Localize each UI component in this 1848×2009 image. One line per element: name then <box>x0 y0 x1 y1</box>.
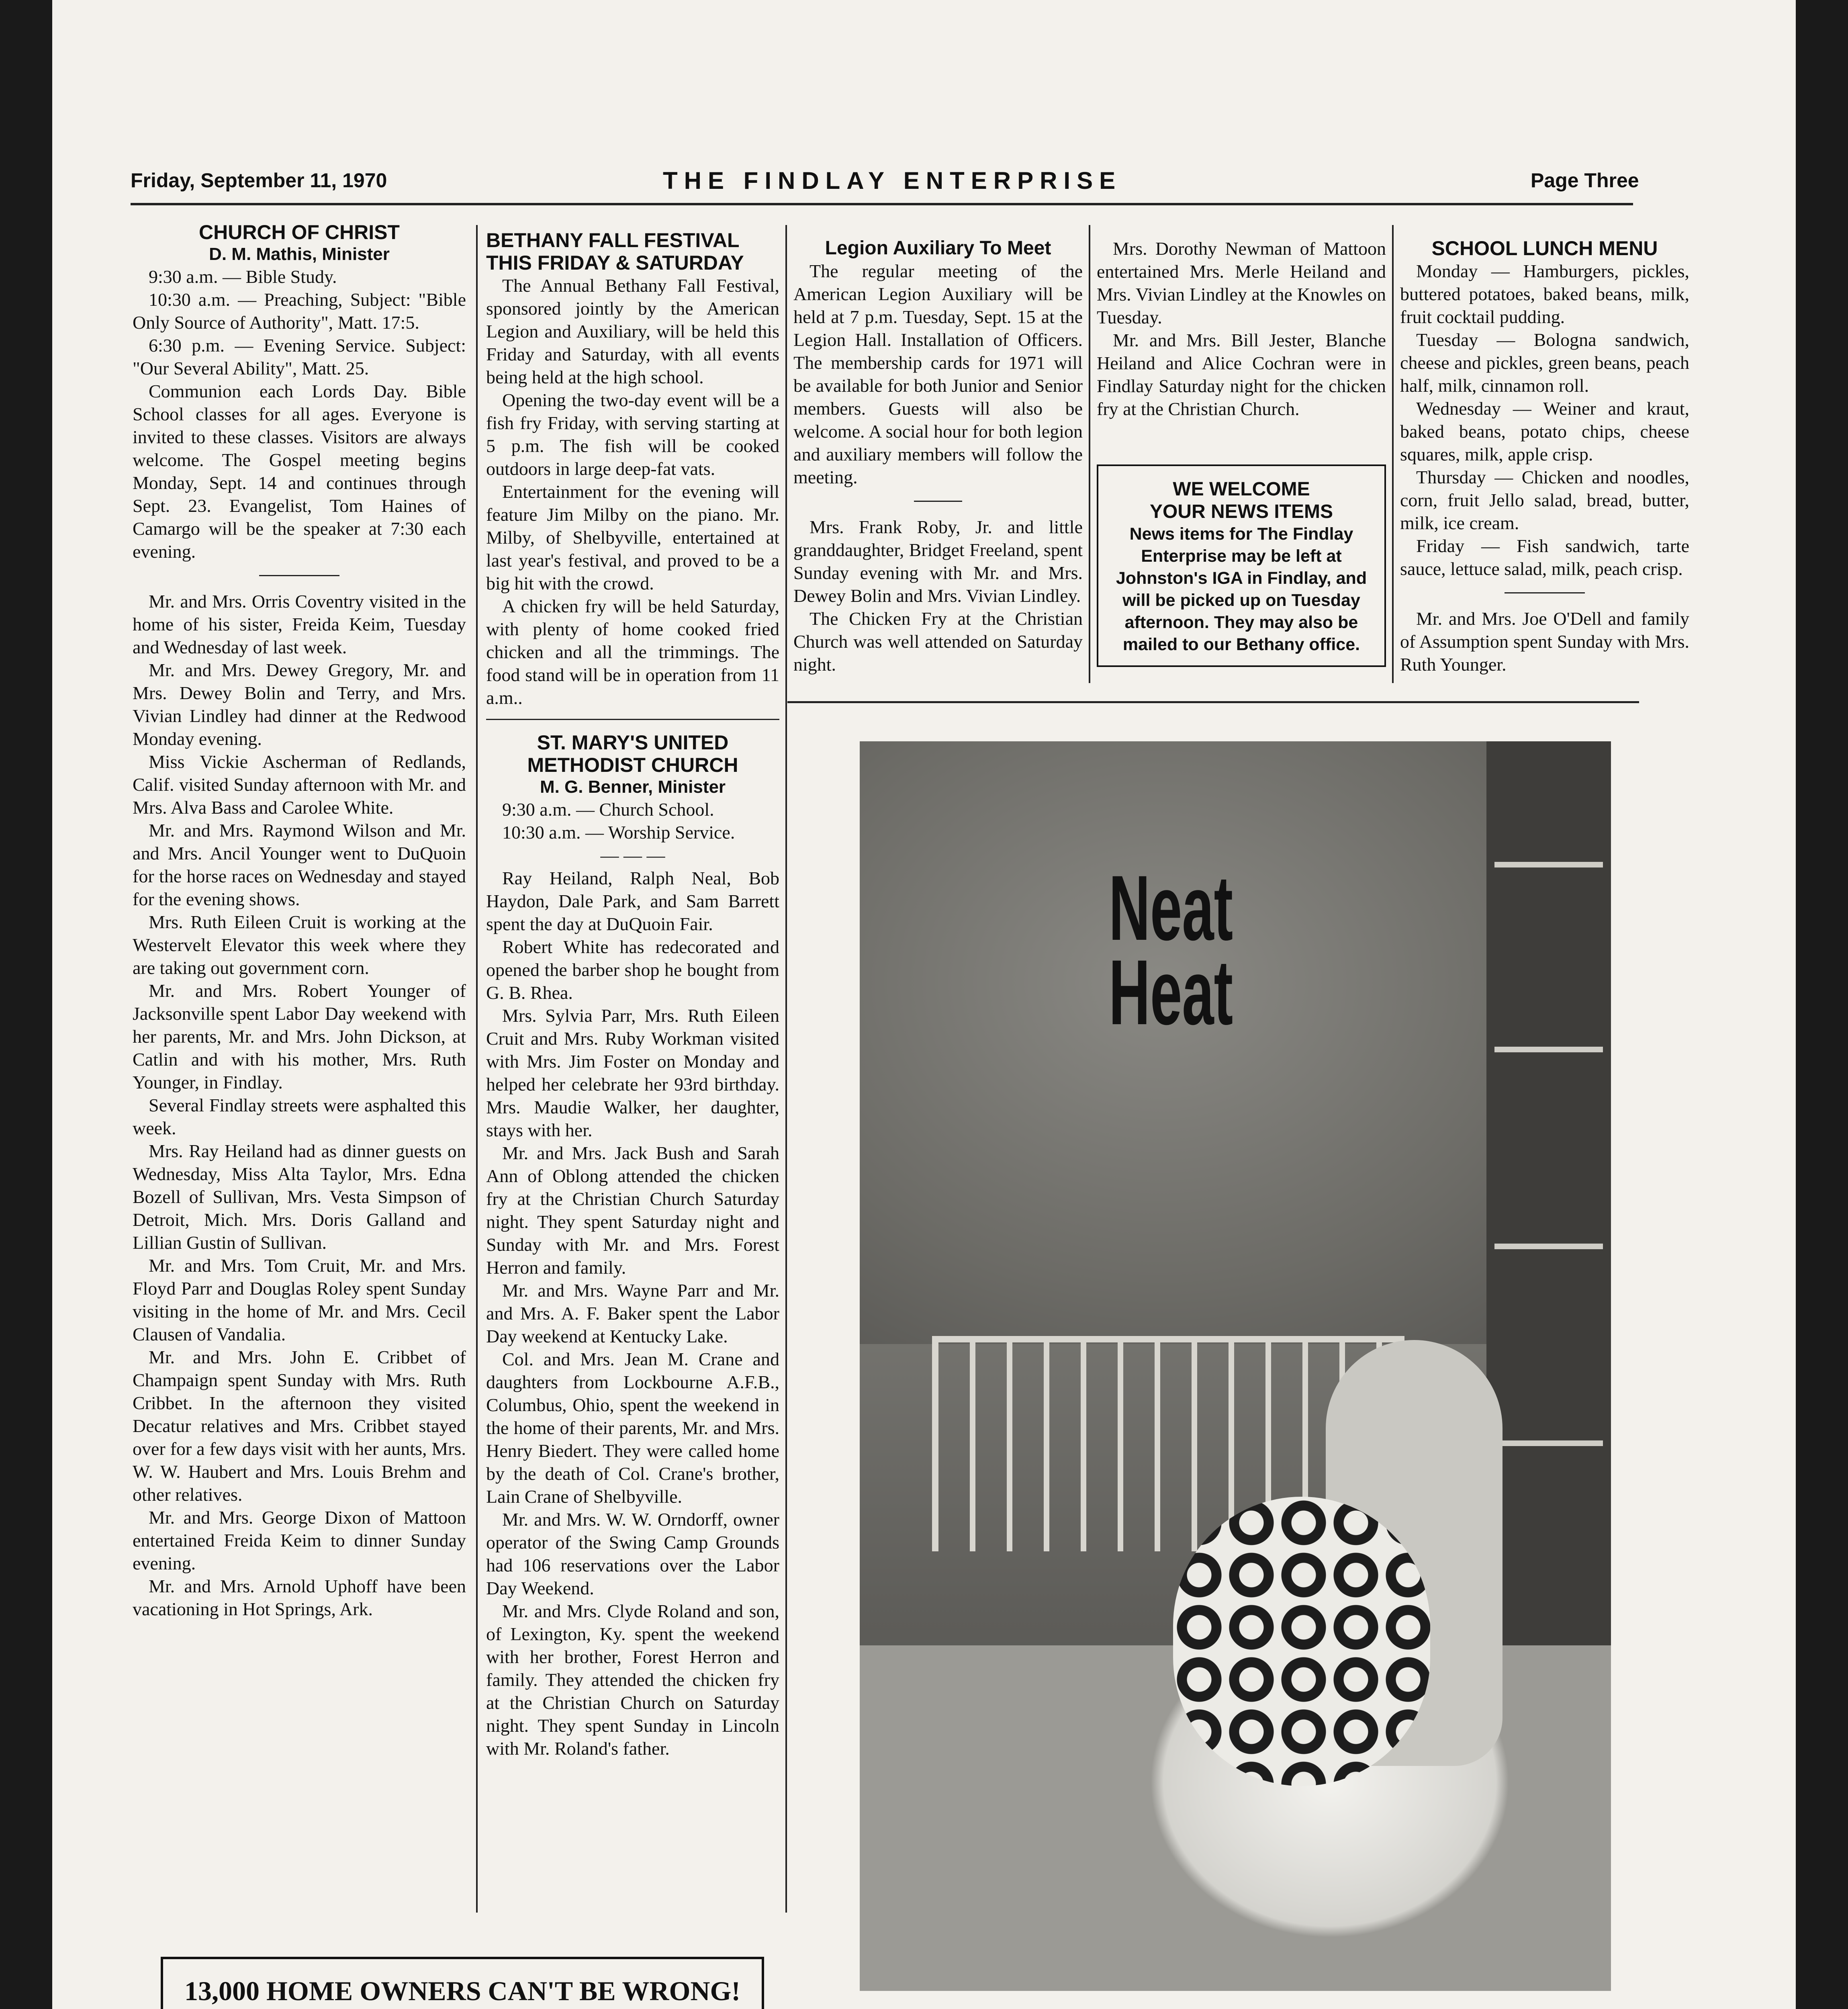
neat-heat-title <box>1109 856 1233 1044</box>
news-item: Mr. and Mrs. W. W. Orndorff, owner operator of the Swing Camp Grounds had 106 reservations over the Labor Day Weekend. <box>486 1509 779 1598</box>
news-item: Mr. and Mrs. Clyde Roland and son, of Lexington, Ky. spent the weekend with her brother, Forest Herron and family. They attended the chicken fry at the Christian Church on Saturday night. They spent Sunday in Lincoln with Mr. Roland's father. <box>486 1601 779 1759</box>
photo-child-figure <box>1173 1497 1430 1786</box>
news-item: Mr. and Mrs. Arnold Uphoff have been vacationing in Hot Springs, Ark. <box>133 1576 466 1619</box>
news-item: Robert White has redecorated and opened the barber shop he bought from G. B. Rhea. <box>486 937 779 1003</box>
news-item: Miss Vickie Ascherman of Redlands, Calif. visited Sunday afternoon with Mr. and Mrs. Alva Bass and Carolee White. <box>133 751 466 818</box>
menu-day: Wednesday — Weiner and kraut, baked beans, potato chips, cheese squares, milk, apple crisp. <box>1400 398 1689 464</box>
column-rule <box>476 225 478 1913</box>
methodist-minister: M. G. Benner, Minister <box>540 777 726 797</box>
masthead-rule <box>131 203 1633 205</box>
neat-heat-title-line2: Heat <box>1109 941 1233 1044</box>
column-3 <box>793 237 1083 676</box>
news-item: Mrs. Ruth Eileen Cruit is working at the Westervelt Elevator this week where they are taking out government corn. <box>133 912 466 978</box>
section-rule <box>787 701 1639 703</box>
news-item: Mr. and Mrs. Dewey Gregory, Mr. and Mrs. Dewey Bolin and Terry, and Mrs. Vivian Lindley had dinner at the Redwood Monday evening. <box>133 660 466 749</box>
lunch-menu-heading: SCHOOL LUNCH MENU <box>1431 237 1658 260</box>
separator <box>1505 592 1585 593</box>
column-rule <box>1089 225 1090 683</box>
menu-day: Thursday — Chicken and noodles, corn, fruit Jello salad, bread, butter, milk, ice cream. <box>1400 467 1689 533</box>
news-item: Mrs. Ray Heiland had as dinner guests on Wednesday, Miss Alta Taylor, Mrs. Edna Bozell of Sullivan, Mrs. Vesta Simpson of Detroit, Mich. Mrs. Doris Galland and Lillian Gustin of Sullivan. <box>133 1141 466 1253</box>
festival-paragraph: Opening the two-day event will be a fish fry Friday, with serving starting at 5 p.m. The fish will be cooked outdoors in large deep-fat vats. <box>486 390 779 479</box>
newspaper-title: THE FINDLAY ENTERPRISE <box>663 167 1122 194</box>
cips-ad-photo <box>860 741 1611 1991</box>
festival-heading: BETHANY FALL FESTIVAL <box>486 229 740 252</box>
news-item: Mrs. Sylvia Parr, Mrs. Ruth Eileen Cruit and Mrs. Ruby Workman visited with Mrs. Jim Foster on Monday and helped her celebrate her 93rd birthday. Mrs. Maudie Walker, her daughter, stays with her. <box>486 1005 779 1140</box>
dash-separator: — — — <box>600 845 665 865</box>
menu-day: Friday — Fish sandwich, tarte sauce, lettuce salad, milk, peach crisp. <box>1400 536 1689 579</box>
neat-heat-title-line1: Neat <box>1109 856 1233 959</box>
ibc-homes-ad <box>161 1957 764 2009</box>
news-item: Mr. and Mrs. John E. Cribbet of Champaign spent Sunday with Mrs. Ruth Cribbet. In the afternoon they visited Decatur relatives and Mrs. Cribbet stayed over for a few days visit with her aunts, Mrs. W. W. Haubert and Mrs. Louis Brehm and other relatives. <box>133 1347 466 1505</box>
methodist-heading: ST. MARY'S UNITED <box>537 731 729 754</box>
ibc-headline: 13,000 HOME OWNERS CAN'T BE WRONG! <box>184 1976 741 2006</box>
page-number: Page Three <box>1531 169 1639 192</box>
welcome-heading: WE WELCOME <box>1173 479 1310 500</box>
news-item: Mrs. Dorothy Newman of Mattoon entertained Mrs. Merle Heiland and Mrs. Vivian Lindley at the Knowles on Tuesday. <box>1097 238 1386 327</box>
news-item: Mrs. Frank Roby, Jr. and little granddaughter, Bridget Freeland, spent Sunday evening with Mr. and Mrs. Dewey Bolin and Mrs. Vivian Lindley. <box>793 517 1083 606</box>
festival-paragraph: Entertainment for the evening will feature Jim Milby on the piano. Mr. Milby, of Shelbyville, entertained at last year's festival, and proved to be a big hit with the crowd. <box>486 481 779 593</box>
news-item: Col. and Mrs. Jean M. Crane and daughters from Lockbourne A.F.B., Columbus, Ohio, spent the weekend in the home of their parents, Mr. and Mrs. Henry Biedert. They were called home by the death of Col. Crane's brother, Lain Crane of Shelbyville. <box>486 1349 779 1507</box>
news-item: Mr. and Mrs. Raymond Wilson and Mr. and Mrs. Ancil Younger went to DuQuoin for the horse races on Wednesday and stayed for the evening shows. <box>133 820 466 909</box>
news-item: Mr. and Mrs. Robert Younger of Jacksonville spent Labor Day weekend with her parents, Mr. and Mrs. John Dickson, at Catlin and with his mother, Mrs. Ruth Younger, in Findlay. <box>133 980 466 1092</box>
schedule-line: 10:30 a.m. — Worship Service. <box>502 822 735 843</box>
legion-paragraph: The regular meeting of the American Legion Auxiliary will be held at 7 p.m. Tuesday, Sept. 15 at the Legion Hall. Installation of Officers. The membership cards for 1971 will be available for both Junior and Senior members. Guests will also be welcome. A social hour for both legion and auxiliary members will follow the meeting. <box>793 261 1083 487</box>
church-of-christ-minister: D. M. Mathis, Minister <box>209 244 390 264</box>
column-5 <box>1400 237 1689 676</box>
news-item: Mr. and Mrs. Orris Coventry visited in the home of his sister, Freida Keim, Tuesday and Wednesday of last week. <box>133 591 466 657</box>
newspaper-page <box>52 0 1796 2009</box>
separator <box>259 575 339 576</box>
news-item: Mr. and Mrs. Jack Bush and Sarah Ann of Oblong attended the chicken fry at the Christian Church Saturday night. They spent Saturday night and Sunday with Mr. and Mrs. Forest Herron and family. <box>486 1143 779 1278</box>
column-1 <box>133 221 466 1620</box>
methodist-heading-2: METHODIST CHURCH <box>527 754 738 776</box>
menu-day: Tuesday — Bologna sandwich, cheese and pickles, green beans, peach half, milk, cinnamon roll. <box>1400 329 1689 396</box>
news-item: The Chicken Fry at the Christian Church was well attended on Saturday night. <box>793 608 1083 675</box>
news-item: Mr. and Mrs. Wayne Parr and Mr. and Mrs. A. F. Baker spent the Labor Day weekend at Kentucky Lake. <box>486 1280 779 1346</box>
schedule-line: 6:30 p.m. — Evening Service. Subject: "Our Several Ability", Matt. 25. <box>133 335 466 378</box>
welcome-subheading: YOUR NEWS ITEMS <box>1149 501 1333 522</box>
menu-day: Monday — Hamburgers, pickles, buttered potatoes, baked beans, milk, fruit cocktail pudding. <box>1400 261 1689 327</box>
festival-subheading: THIS FRIDAY & SATURDAY <box>486 252 744 274</box>
column-2 <box>486 229 779 1760</box>
separator <box>486 719 779 720</box>
news-item: Ray Heiland, Ralph Neal, Bob Haydon, Dale Park, and Sam Barrett spent the day at DuQuoin Fair. <box>486 868 779 934</box>
festival-paragraph: A chicken fry will be held Saturday, with plenty of home cooked fried chicken and all the trimmings. The food stand will be in operation from 11 a.m.. <box>486 596 779 708</box>
column-4 <box>1097 237 1386 667</box>
issue-date: Friday, September 11, 1970 <box>131 169 387 192</box>
schedule-line: 10:30 a.m. — Preaching, Subject: "Bible Only Source of Authority", Matt. 17:5. <box>133 289 466 333</box>
church-body: Communion each Lords Day. Bible School classes for all ages. Everyone is invited to these classes. Visitors are always welcome. The Gospel meeting begins Monday, Sept. 14 and continues through Sept. 23. Evangelist, Tom Haines of Camargo will be the speaker at 7:30 each evening. <box>133 381 466 562</box>
welcome-body: News items for The Findlay Enterprise may be left at Johnston's IGA in Findlay, and will be picked up on Tuesday afternoon. They may also be mailed to our Bethany office. <box>1116 524 1367 654</box>
news-item: Mr. and Mrs. George Dixon of Mattoon entertained Freida Keim to dinner Sunday evening. <box>133 1507 466 1573</box>
church-of-christ-heading: CHURCH OF CHRIST <box>199 221 400 243</box>
news-item: Mr. and Mrs. Tom Cruit, Mr. and Mrs. Floyd Parr and Douglas Roley spent Sunday visiting in the home of Mr. and Mrs. Cecil Clausen of Vandalia. <box>133 1255 466 1344</box>
schedule-line: 9:30 a.m. — Church School. <box>502 799 714 820</box>
festival-paragraph: The Annual Bethany Fall Festival, sponsored jointly by the American Legion and Auxiliary, will be held this Friday and Saturday, with all events being held at the high school. <box>486 275 779 387</box>
column-rule <box>785 225 787 1913</box>
news-item: Mr. and Mrs. Joe O'Dell and family of Assumption spent Sunday with Mrs. Ruth Younger. <box>1400 608 1689 675</box>
legion-heading: Legion Auxiliary To Meet <box>825 237 1051 259</box>
news-item: Mr. and Mrs. Bill Jester, Blanche Heiland and Alice Cochran were in Findlay Saturday night for the chicken fry at the Christian Church. <box>1097 330 1386 419</box>
news-item: Several Findlay streets were asphalted this week. <box>133 1095 466 1138</box>
column-rule <box>1392 225 1394 683</box>
separator <box>914 501 962 502</box>
welcome-box <box>1097 464 1386 667</box>
schedule-line: 9:30 a.m. — Bible Study. <box>149 266 337 287</box>
